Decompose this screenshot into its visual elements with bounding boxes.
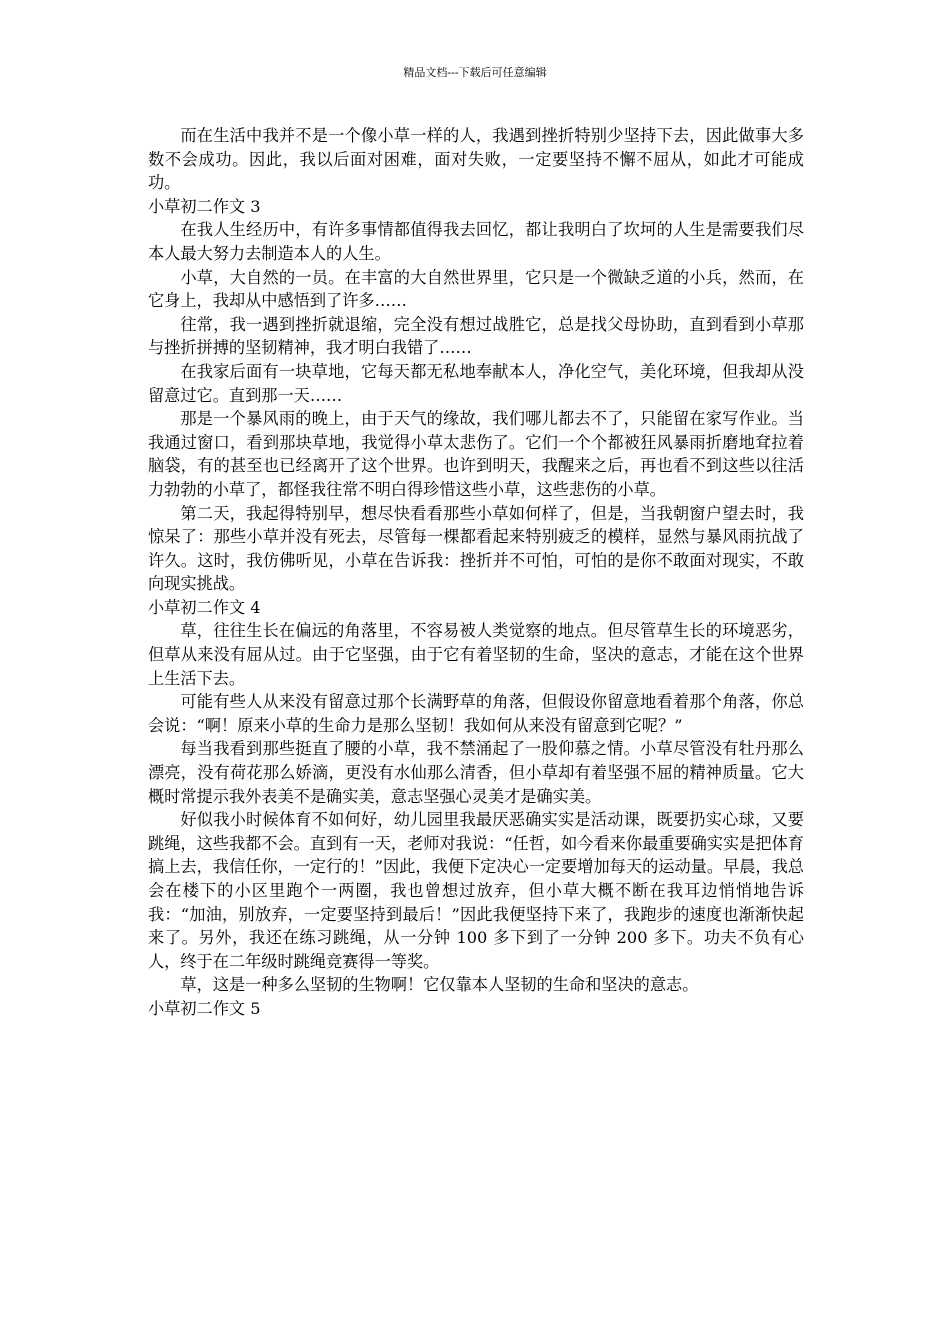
section-heading: 小草初二作文 3 (148, 196, 261, 216)
section-heading: 小草初二作文 4 (148, 597, 261, 617)
paragraph: 每当我看到那些挺直了腰的小草，我不禁涌起了一股仰慕之情。小草尽管没有牡丹那么漂亮，没有荷花那么娇滴，更没有水仙那么清香，但小草却有着坚强不屈的精神质量。它大概时常提示我外表美不是确实美，意志坚强心灵美才是确实美。 (148, 739, 804, 806)
paragraph: 第二天，我起得特别早，想尽快看看那些小草如何样了，但是，当我朝窗户望去时，我惊呆了：那些小草并没有死去，尽管每一棵都看起来特别疲乏的模样，显然与暴风雨抗战了许久。这时，我仿佛听见，小草在告诉我：挫折并不可怕，可怕的是你不敢面对现实，不敢向现实挑战。 (148, 503, 804, 594)
paragraph: 在我人生经历中，有许多事情都值得我去回忆，都让我明白了坎坷的人生是需要我们尽本人最大努力去制造本人的人生。 (148, 220, 804, 263)
document-body (148, 124, 804, 1021)
paragraph: 往常，我一遇到挫折就退缩，完全没有想过战胜它，总是找父母协助，直到看到小草那与挫折拼搏的坚韧精神，我才明白我错了…… (148, 314, 804, 358)
paragraph: 草，往往生长在偏远的角落里，不容易被人类觉察的地点。但尽管草生长的环境恶劣，但草从来没有屈从过。由于它坚强，由于它有着坚韧的生命，坚决的意志，才能在这个世界上生活下去。 (148, 621, 804, 688)
page-header: 精品文档---下载后可任意编辑 (403, 66, 547, 79)
paragraph: 在我家后面有一块草地，它每天都无私地奉献本人，净化空气，美化环境，但我却从没留意过它。直到那一天…… (148, 361, 804, 405)
paragraph: 小草，大自然的一员。在丰富的大自然世界里，它只是一个微缺乏道的小兵，然而，在它身上，我却从中感悟到了许多…… (148, 267, 804, 311)
section-heading: 小草初二作文 5 (148, 998, 261, 1018)
paragraph: 可能有些人从来没有留意过那个长满野草的角落，但假设你留意地看着那个角落，你总会说：“啊！原来小草的生命力是那么坚韧！我如何从来没有留意到它呢？” (148, 692, 804, 735)
paragraph: 好似我小时候体育不如何好，幼儿园里我最厌恶确实实是活动课，既要扔实心球，又要跳绳，这些我都不会。直到有一天，老师对我说：“任哲，如今看来你最重要确实实是把体育搞上去，我信任你，一定行的！”因此，我便下定决心一定要增加每天的运动量。早晨，我总会在楼下的小区里跑个一两圈，我也曾想过放弃，但小草大概不断在我耳边悄悄地告诉我：“加油，别放弃，一定要坚持到最后！”因此我便坚持下来了，我跑步的速度也渐渐快起来了。另外，我还在练习跳绳，从一分钟 100 多下到了一分钟 200 多下。功夫不负有心人，终于在二年级时跳绳竞赛得一等奖。 (148, 810, 804, 971)
paragraph: 草，这是一种多么坚韧的生物啊！它仅靠本人坚韧的生命和坚决的意志。 (180, 975, 699, 995)
paragraph: 而在生活中我并不是一个像小草一样的人，我遇到挫折特别少坚持下去，因此做事大多数不会成功。因此，我以后面对困难，面对失败，一定要坚持不懈不屈从，如此才可能成功。 (148, 126, 804, 193)
paragraph: 那是一个暴风雨的晚上，由于天气的缘故，我们哪儿都去不了，只能留在家写作业。当我通过窗口，看到那块草地，我觉得小草太悲伤了。它们一个个都被狂风暴雨折磨地耷拉着脑袋，有的甚至也已经离开了这个世界。也许到明天，我醒来之后，再也看不到这些以往活力勃勃的小草了，都怪我往常不明白得珍惜这些小草，这些悲伤的小草。 (148, 409, 804, 499)
